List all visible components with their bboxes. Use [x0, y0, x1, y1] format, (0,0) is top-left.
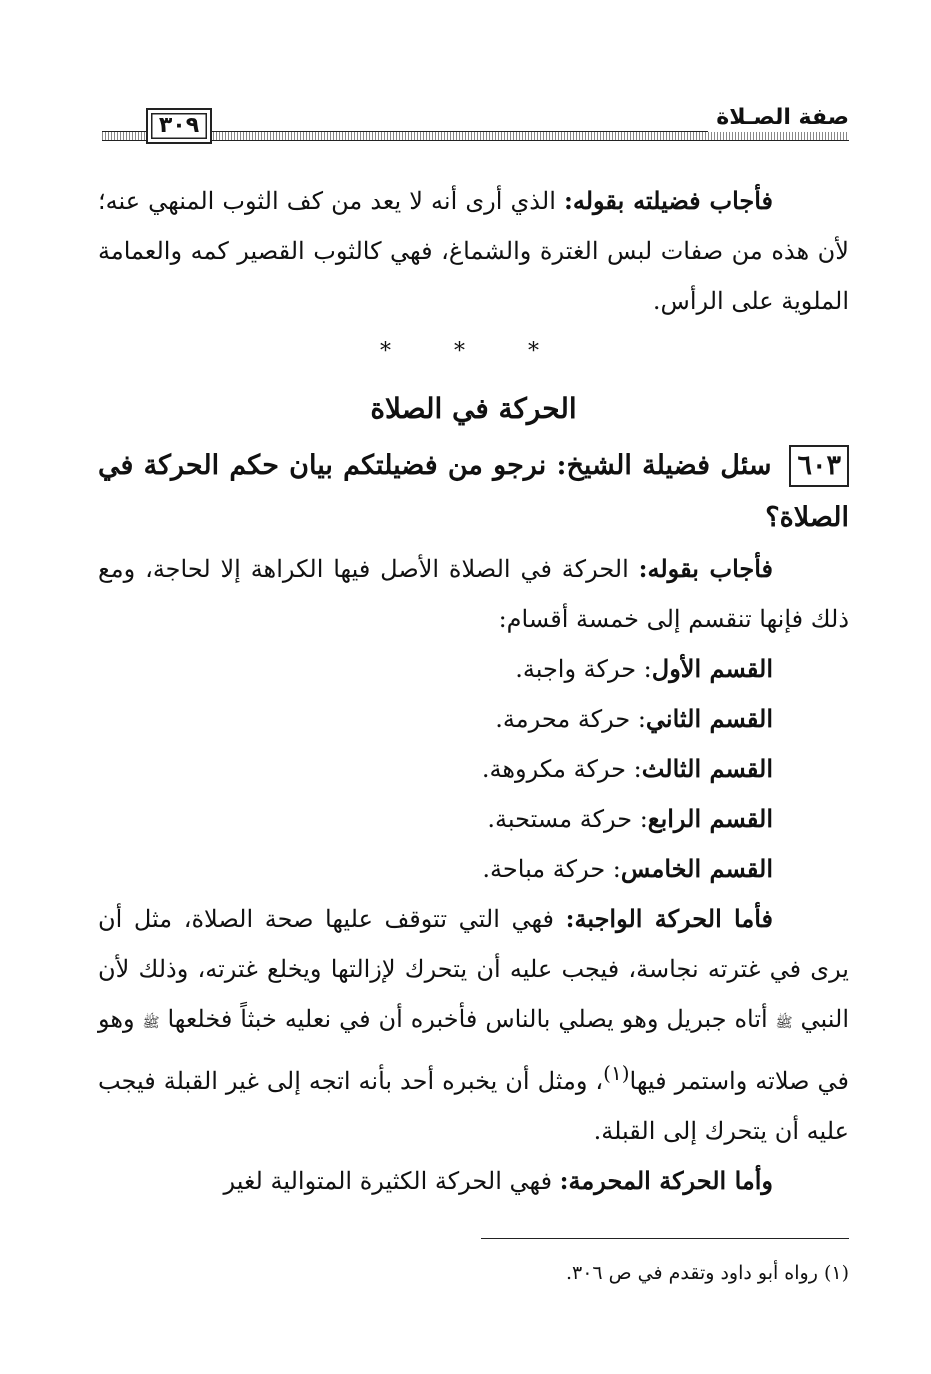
- division-text: : حركة واجبة.: [515, 655, 652, 683]
- page-body: [98, 176, 849, 1206]
- section-separator: * * *: [380, 339, 567, 364]
- forbidden-text: فهي الحركة الكثيرة المتوالية لغير: [223, 1167, 560, 1195]
- forbidden-label: وأما الحركة المحرمة:: [559, 1166, 773, 1195]
- division-label: القسم الثاني: [645, 704, 773, 733]
- intro-answer-text: الذي أرى أنه لا يعد من كف الثوب المنهي عنه؛ لأن هذه من صفات لبس الغترة والشماغ، فهي كالثوب القصير كمه والعمامة الملوية على الرأس.: [98, 187, 849, 315]
- forbidden-movement-paragraph: [98, 1156, 849, 1206]
- obligatory-text-2: أتاه جبريل وهو يصلي بالناس فأخبره أن في نعليه خبثاً فخلعها: [159, 1005, 776, 1033]
- question-number: ٦٠٣: [789, 445, 849, 487]
- intro-answer-label: فأجاب فضيلته بقوله:: [563, 186, 773, 215]
- question-paragraph: [98, 440, 849, 544]
- footnote-divider: [481, 1238, 849, 1239]
- obligatory-text-4: ، ومثل أن يخبره أحد بأنه اتجه إلى غير القبلة فيجب عليه أن يتحرك إلى القبلة.: [98, 1067, 849, 1145]
- division-label: القسم الثالث: [641, 754, 773, 783]
- salutation-glyph: ﷺ: [142, 1015, 160, 1031]
- division-item: [98, 794, 849, 844]
- answer-label: فأجاب بقوله:: [638, 554, 774, 583]
- division-text: : حركة مستحبة.: [487, 805, 648, 833]
- obligatory-label: فأما الحركة الواجبة:: [565, 904, 773, 933]
- obligatory-text-1: فهي التي تتوقف عليها صحة الصلاة، مثل أن يرى في غترته نجاسة، فيجب عليه أن يتحرك لإزالتها ويخلع غترته، وذلك لأن النبي: [98, 905, 849, 1033]
- obligatory-text-3: وهو في صلاته واستمر فيها: [98, 1005, 849, 1095]
- question-text: سئل فضيلة الشيخ: نرجو من فضيلتكم بيان حكم الحركة في الصلاة؟: [98, 450, 849, 533]
- division-text: : حركة محرمة.: [495, 705, 646, 733]
- division-item: [98, 844, 849, 894]
- section-title: الحركة في الصلاة: [370, 392, 577, 425]
- answer-paragraph: [98, 544, 849, 644]
- header-title: صفة الصـلاة: [708, 104, 849, 132]
- footnote-text: رواه أبو داود وتقدم في ص ٣٠٦.: [565, 1262, 824, 1284]
- obligatory-movement-paragraph: [98, 894, 849, 1156]
- footnote-reference[interactable]: (١): [603, 1061, 630, 1085]
- division-item: [98, 644, 849, 694]
- division-item: [98, 694, 849, 744]
- answer-text: الحركة في الصلاة الأصل فيها الكراهة إلا لحاجة، ومع ذلك فإنها تنقسم إلى خمسة أقسام:: [98, 555, 849, 633]
- footnote: [98, 1258, 849, 1288]
- header-rule: [102, 131, 849, 141]
- division-text: : حركة مكروهة.: [481, 755, 642, 783]
- division-text: : حركة مباحة.: [482, 855, 621, 883]
- salutation-glyph: ﷺ: [775, 1015, 793, 1031]
- intro-paragraph: [98, 176, 849, 326]
- division-label: القسم الخامس: [620, 854, 773, 883]
- division-item: [98, 744, 849, 794]
- division-label: القسم الأول: [651, 654, 773, 683]
- footnote-marker: (١): [823, 1262, 849, 1284]
- division-label: القسم الرابع: [647, 804, 773, 833]
- page-number: ٣٠٩: [146, 108, 212, 144]
- running-header: [102, 104, 849, 144]
